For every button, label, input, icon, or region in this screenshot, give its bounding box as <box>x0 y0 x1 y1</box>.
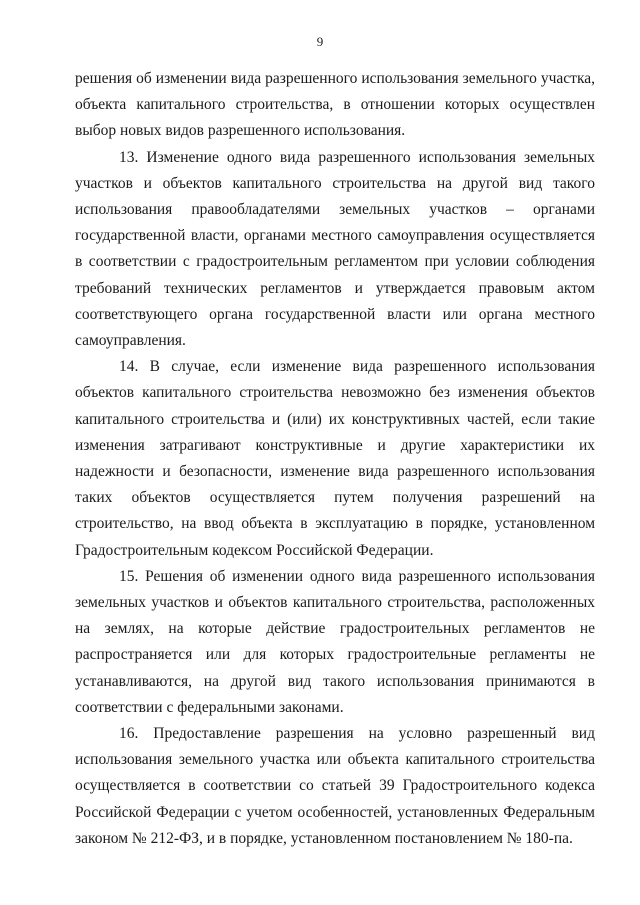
page-number: 9 <box>316 34 324 49</box>
paragraph-14: 14. В случае, если изменение вида разрешенного использования объектов капитального строительства невозможно без изменения объектов капитального строительства и (или) их конструктивных частей, если такие изменения затрагивают конструктивные и другие характеристики их надежности и безопасности, изменение вида разрешенного использования таких объектов осуществляется путем получения разрешений на строительство, на ввод объекта в эксплуатацию в порядке, установленном Градостроительным кодексом Российской Федерации. <box>75 358 595 559</box>
paragraph-16: 16. Предоставление разрешения на условно разрешенный вид использования земельного участка или объекта капитального строительства осуществляется в соответствии со статьей 39 Градостроительного кодекса Российской Федерации с учетом особенностей, установленных Федеральным законом № 212-ФЗ, и в порядке, установленном постановлением № 180-па. <box>75 725 595 847</box>
document-body <box>75 66 595 852</box>
paragraph-13: 13. Изменение одного вида разрешенного использования земельных участков и объектов капитального строительства на другой вид такого использования правообладателями земельных участков – органами государственной власти, органами местного самоуправления осуществляется в соответствии с градостроительным регламентом при условии соблюдения требований технических регламентов и утверждается правовым актом соответствующего органа государственной власти или органа местного самоуправления. <box>75 148 595 350</box>
paragraph-15: 15. Решения об изменении одного вида разрешенного использования земельных участков и объектов капитального строительства, расположенных на землях, на которые действие градостроительных регламентов не распространяется или для которых градостроительные регламенты не устанавливаются, на другой вид такого использования принимаются в соответствии с федеральными законами. <box>75 567 595 716</box>
paragraph-continuation: решения об изменении вида разрешенного использования земельного участка, объекта капитального строительства, в отношении которых осуществлен выбор новых видов разрешенного использования. <box>75 70 595 140</box>
